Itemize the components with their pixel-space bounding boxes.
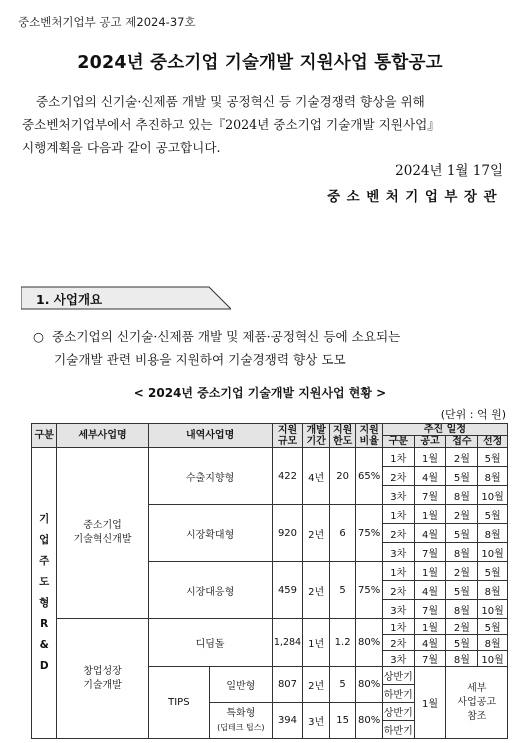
- budget-cell: 394: [272, 703, 303, 739]
- header-budget: 지원 규모: [272, 424, 303, 448]
- header-selection: 선정: [478, 436, 508, 448]
- duration-cell: 3년: [303, 703, 330, 739]
- round-cell: 2차: [382, 524, 414, 543]
- budget-cell: 920: [272, 505, 303, 562]
- category-cell: 기 업 주 도 형 R & D: [32, 448, 57, 739]
- round-cell: 1차: [382, 505, 414, 524]
- unit-label: (단위 : 억 원): [440, 408, 506, 421]
- receipt-cell: 5월: [446, 467, 478, 486]
- announce-cell: 4월: [414, 524, 446, 543]
- selection-cell: 8월: [478, 524, 508, 543]
- intro-line: 시행계획을 다음과 같이 공고합니다.: [22, 140, 221, 155]
- sub-program-name: 일반형: [210, 667, 273, 703]
- receipt-cell: 5월: [446, 581, 478, 600]
- header-sub-program: 내역사업명: [148, 424, 272, 448]
- page-title: 2024년 중소기업 기술개발 지원사업 통합공고: [77, 53, 443, 73]
- bullet-line: 기술개발 관련 비용을 지원하여 기술경쟁력 향상 도모: [54, 352, 346, 367]
- notice-number: 중소벤처기업부 공고 제2024-37호: [18, 15, 196, 29]
- limit-cell: 15: [329, 703, 356, 739]
- header-receipt: 접수: [446, 436, 478, 448]
- table-row: [32, 619, 508, 635]
- selection-cell: 10월: [478, 651, 508, 667]
- header-round: 구분: [382, 436, 414, 448]
- receipt-cell: 2월: [446, 619, 478, 635]
- ratio-cell: 65%: [356, 448, 383, 505]
- sub-program-name: 시장대응형: [148, 562, 272, 619]
- announce-cell: 4월: [414, 581, 446, 600]
- table-caption: < 2024년 중소기업 기술개발 지원사업 현황 >: [133, 386, 387, 400]
- header-program: 세부사업명: [57, 424, 148, 448]
- budget-cell: 1,284: [272, 619, 303, 667]
- selection-cell: 10월: [478, 543, 508, 562]
- round-cell: 3차: [382, 486, 414, 505]
- announce-cell: 4월: [414, 635, 446, 651]
- program-name: 창업성장 기술개발: [57, 619, 148, 739]
- announce-cell: 4월: [414, 467, 446, 486]
- intro-line: 중소벤처기업부에서 추진하고 있는『2024년 중소기업 기술개발 지원사업』: [22, 117, 440, 132]
- budget-cell: 459: [272, 562, 303, 619]
- bullet-line: 중소기업의 신기술·신제품 개발 및 제품·공정혁신 등에 소요되는: [52, 329, 401, 344]
- program-name: 중소기업 기술혁신개발: [57, 448, 148, 619]
- intro-paragraph: [22, 90, 506, 159]
- sub-program-name: 특화형 (딥테크 팁스): [210, 703, 273, 739]
- round-cell: 3차: [382, 651, 414, 667]
- round-cell: 상반기: [382, 703, 414, 721]
- ratio-cell: 75%: [356, 505, 383, 562]
- announce-cell: 1월: [414, 505, 446, 524]
- bullet-mark: ○: [33, 329, 44, 344]
- header-category: 구분: [32, 424, 57, 448]
- round-cell: 2차: [382, 467, 414, 486]
- receipt-cell: 8월: [446, 651, 478, 667]
- limit-cell: 20: [329, 448, 356, 505]
- selection-cell: 5월: [478, 619, 508, 635]
- ratio-cell: 75%: [356, 562, 383, 619]
- announce-cell: 7월: [414, 543, 446, 562]
- header-ratio: 지원 비율: [356, 424, 383, 448]
- selection-cell: 5월: [478, 448, 508, 467]
- ratio-cell: 80%: [356, 667, 383, 703]
- limit-cell: 6: [329, 505, 356, 562]
- announce-cell: 1월: [414, 562, 446, 581]
- signer: 중소벤처기업부장관: [327, 189, 503, 205]
- tips-label: TIPS: [148, 667, 209, 739]
- intro-line: 중소기업의 신기술·신제품 개발 및 공정혁신 등 기술경쟁력 향상을 위해: [36, 94, 425, 109]
- duration-cell: 4년: [303, 448, 330, 505]
- section-title: 1. 사업개요: [36, 292, 103, 307]
- announce-cell: 7월: [414, 486, 446, 505]
- round-cell: 1차: [382, 562, 414, 581]
- round-cell: 1차: [382, 448, 414, 467]
- round-cell: 하반기: [382, 685, 414, 703]
- selection-cell: 8월: [478, 467, 508, 486]
- limit-cell: 5: [329, 667, 356, 703]
- limit-cell: 1.2: [329, 619, 356, 667]
- announce-cell: 7월: [414, 600, 446, 619]
- duration-cell: 2년: [303, 562, 330, 619]
- sub-program-name: 디딤돌: [148, 619, 272, 667]
- budget-cell: 807: [272, 667, 303, 703]
- ratio-cell: 80%: [356, 703, 383, 739]
- table-row: [32, 448, 508, 467]
- selection-cell: 10월: [478, 600, 508, 619]
- round-cell: 1차: [382, 619, 414, 635]
- overview-bullet: [33, 325, 400, 371]
- header-limit: 지원 한도: [329, 424, 356, 448]
- header-schedule: 추진 일정: [382, 424, 507, 436]
- receipt-cell: 5월: [446, 524, 478, 543]
- announce-cell: 1월: [414, 667, 446, 739]
- announce-cell: 1월: [414, 448, 446, 467]
- round-cell: 3차: [382, 543, 414, 562]
- announce-cell: 1월: [414, 619, 446, 635]
- receipt-cell: 8월: [446, 543, 478, 562]
- receipt-cell: 5월: [446, 635, 478, 651]
- ratio-cell: 80%: [356, 619, 383, 667]
- round-cell: 상반기: [382, 667, 414, 685]
- round-cell: 하반기: [382, 721, 414, 739]
- round-cell: 3차: [382, 600, 414, 619]
- receipt-cell: 2월: [446, 448, 478, 467]
- selection-cell: 5월: [478, 562, 508, 581]
- header-duration: 개발 기간: [303, 424, 330, 448]
- sub-program-name: 시장확대형: [148, 505, 272, 562]
- duration-cell: 2년: [303, 505, 330, 562]
- duration-cell: 1년: [303, 619, 330, 667]
- selection-cell: 8월: [478, 581, 508, 600]
- budget-cell: 422: [272, 448, 303, 505]
- receipt-cell: 2월: [446, 562, 478, 581]
- duration-cell: 2년: [303, 667, 330, 703]
- round-cell: 2차: [382, 581, 414, 600]
- notice-date: 2024년 1월 17일: [395, 163, 503, 179]
- sub-program-name: 수출지향형: [148, 448, 272, 505]
- receipt-cell: 8월: [446, 486, 478, 505]
- selection-cell: 10월: [478, 486, 508, 505]
- round-cell: 2차: [382, 635, 414, 651]
- header-announce: 공고: [414, 436, 446, 448]
- receipt-cell: 8월: [446, 600, 478, 619]
- limit-cell: 5: [329, 562, 356, 619]
- program-table: [31, 423, 508, 739]
- selection-cell: 8월: [478, 635, 508, 651]
- announce-cell: 7월: [414, 651, 446, 667]
- schedule-note: 세부 사업공고 참조: [446, 667, 508, 739]
- receipt-cell: 2월: [446, 505, 478, 524]
- selection-cell: 5월: [478, 505, 508, 524]
